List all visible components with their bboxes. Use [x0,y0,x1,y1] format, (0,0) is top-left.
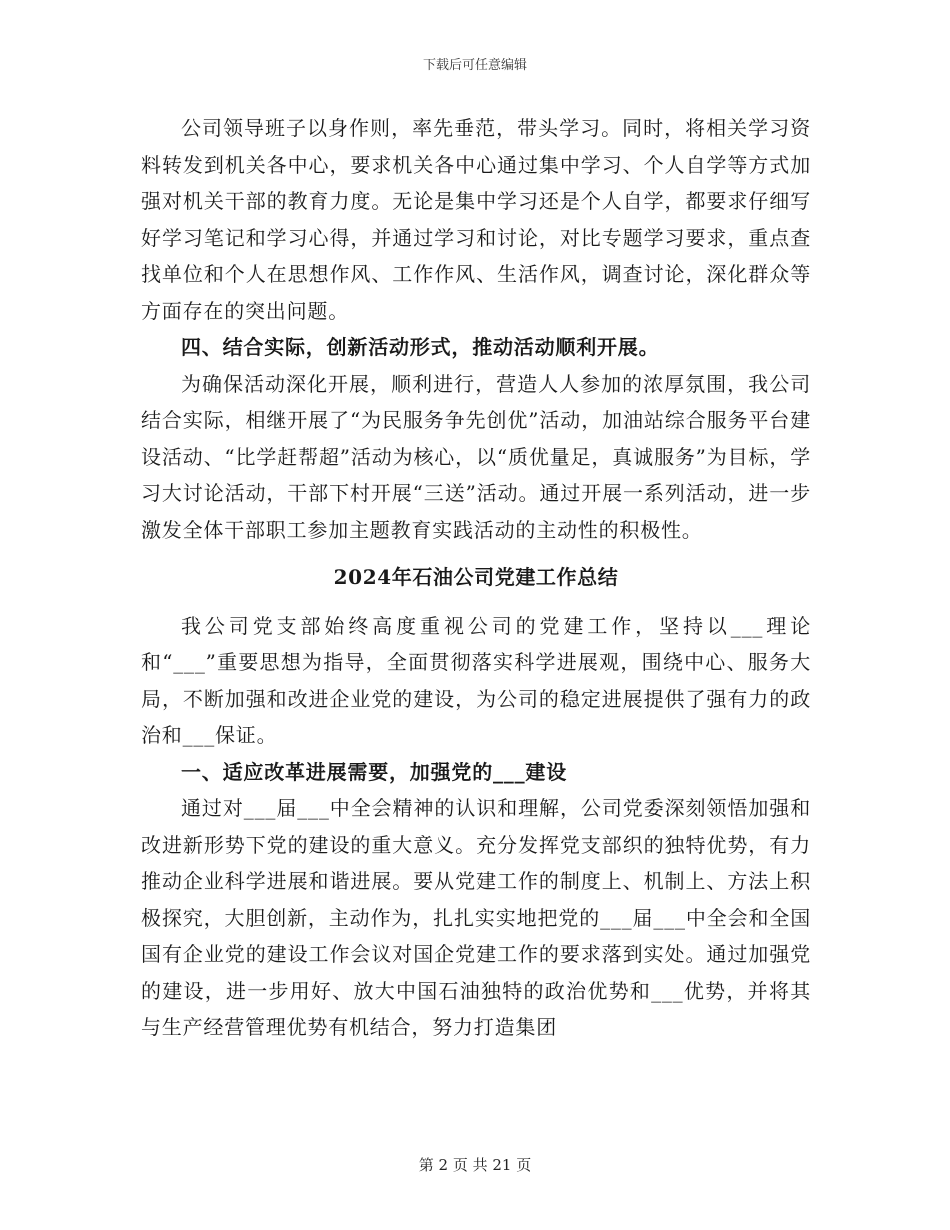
document-title: 2024年石油公司党建工作总结 [333,565,619,589]
section-heading-one: 一、适应改革进展需要，加强党的___建设 [181,759,567,784]
document-body [141,110,811,1046]
paragraph-activities: 为确保活动深化开展，顺利进行，营造人人参加的浓厚氛围，我公司结合实际，相继开展了“为民服务争先创优”活动，加油站综合服务平台建设活动、“比学赶帮超”活动为核心，以“质优量足，真诚服务”为目标，学习大讨论活动，干部下村开展“三送”活动。通过开展一系列活动，进一步激发全体干部职工参加主题教育实践活动的主动性的积极性。 [141,371,811,542]
page-header: 下载后可任意编辑 [422,58,527,73]
paragraph-plenary-session: 通过对___届___中全会精神的认识和理解，公司党委深刻领悟加强和改进新形势下党的建设的重大意义。充分发挥党支部织的独特优势，有力推动企业科学进展和谐进展。要从党建工作的制度上、机制上、方法上积极探究，大胆创新，主动作为，扎扎实实地把党的___届___中全会和全国国有企业党的建设工作会议对国企党建工作的要求落到实处。通过加强党的建设，进一步用好、放大中国石油独特的政治优势和___优势，并将其与生产经营管理优势有机结合，努力打造集团 [141,796,811,1039]
section-heading-four: 四、结合实际，创新活动形式，推动活动顺利开展。 [181,335,660,359]
paragraph-leadership-study: 公司领导班子以身作则，率先垂范，带头学习。同时，将相关学习资料转发到机关各中心，要求机关各中心通过集中学习、个人自学等方式加强对机关干部的教育力度。无论是集中学习还是个人自学，都要求仔细写好学习笔记和学习心得，并通过学习和讨论，对比专题学习要求，重点查找单位和个人在思想作风、工作作风、生活作风，调查讨论，深化群众等方面存在的突出问题。 [141,116,811,323]
paragraph-intro: 我公司党支部始终高度重视公司的党建工作，坚持以___理论和“___”重要思想为指导，全面贯彻落实科学进展观，围绕中心、服务大局，不断加强和改进企业党的建设，为公司的稳定进展提供了强有力的政治和___保证。 [141,613,811,747]
page-number: 第 2 页 共 21 页 [418,1156,532,1174]
